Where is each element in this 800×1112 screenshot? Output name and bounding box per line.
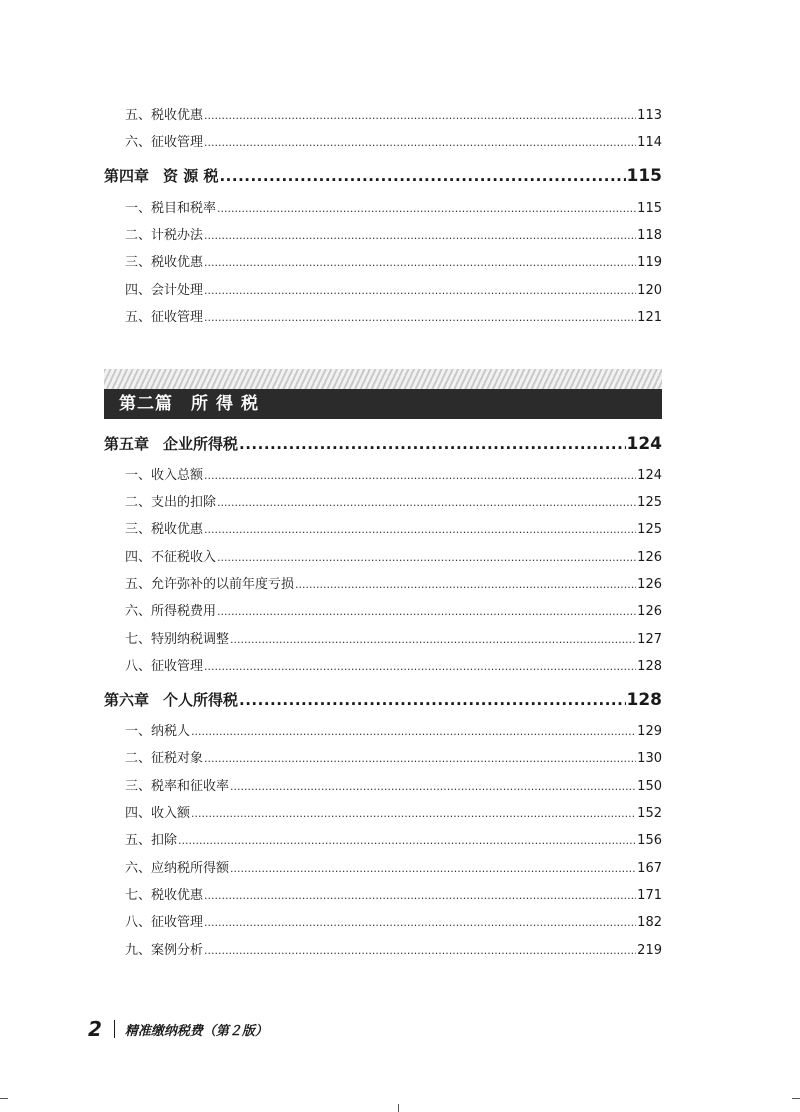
chapter-number: 第六章 <box>104 691 150 709</box>
toc-entry[interactable] <box>125 860 662 878</box>
chapter-number: 第四章 <box>104 167 150 185</box>
toc-entry-label: 五、扣除 <box>125 833 178 848</box>
leader-dots <box>230 631 636 649</box>
toc-entry-page: 156 <box>637 833 662 848</box>
toc-entry-page: 182 <box>637 915 662 930</box>
toc-entry-page: 119 <box>637 255 662 270</box>
toc-entry-label: 四、不征税收入 <box>125 550 217 565</box>
toc-entry-label: 六、征收管理 <box>125 135 204 150</box>
leader-dots <box>178 832 636 850</box>
leader-dots <box>204 227 636 245</box>
leader-dots <box>191 723 636 741</box>
toc-entry-page: 125 <box>637 495 662 510</box>
leader-dots <box>204 282 636 300</box>
part-title: 所得税 <box>191 394 266 414</box>
toc-entry[interactable] <box>125 603 662 621</box>
footer-divider <box>114 1020 115 1038</box>
toc-entry-label: 二、征税对象 <box>125 751 204 766</box>
leader-dots <box>204 658 636 676</box>
leader-dots <box>204 750 636 768</box>
leader-dots <box>204 467 636 485</box>
toc-entry[interactable] <box>125 467 662 485</box>
chapter-page: 128 <box>626 690 662 710</box>
leader-dots <box>230 778 636 796</box>
chapter-title: 企业所得税 <box>163 435 239 453</box>
leader-dots <box>204 309 636 327</box>
chapter-title: 资 源 税 <box>163 167 219 185</box>
page-footer <box>88 1018 268 1040</box>
toc-entry-label: 五、税收优惠 <box>125 108 204 123</box>
toc-entry-label: 三、税收优惠 <box>125 522 204 537</box>
chapter-heading[interactable] <box>104 689 662 711</box>
toc-entry-label: 一、收入总额 <box>125 468 204 483</box>
part-banner[interactable] <box>104 389 662 419</box>
crop-mark <box>792 1098 800 1099</box>
leader-dots <box>217 494 636 512</box>
leader-dots <box>204 942 636 960</box>
toc-entry-label: 二、支出的扣除 <box>125 495 217 510</box>
leader-dots <box>219 165 625 187</box>
leader-dots <box>217 603 636 621</box>
toc-entry[interactable] <box>125 227 662 245</box>
chapter-label <box>104 165 218 187</box>
crop-mark <box>398 1104 399 1112</box>
leader-dots <box>217 200 636 218</box>
toc-entry-page: 118 <box>637 228 662 243</box>
toc-entry[interactable] <box>125 658 662 676</box>
chapter-title: 个人所得税 <box>163 691 239 709</box>
toc-entry-page: 114 <box>637 135 662 150</box>
toc-entry[interactable] <box>125 576 662 594</box>
chapter-number: 第五章 <box>104 435 150 453</box>
toc-entry[interactable] <box>125 494 662 512</box>
toc-entry-page: 124 <box>637 468 662 483</box>
toc-entry-label: 四、收入额 <box>125 806 191 821</box>
chapter-label <box>104 433 238 455</box>
crop-mark <box>0 1098 8 1099</box>
leader-dots <box>230 860 636 878</box>
toc-entry[interactable] <box>125 134 662 152</box>
toc-entry-label: 五、允许弥补的以前年度亏损 <box>125 577 295 592</box>
toc-entry-label: 九、案例分析 <box>125 943 204 958</box>
leader-dots <box>239 433 625 455</box>
toc-entry-page: 126 <box>637 604 662 619</box>
toc-entry-label: 六、所得税费用 <box>125 604 217 619</box>
toc-entry-page: 128 <box>637 659 662 674</box>
leader-dots <box>204 134 636 152</box>
toc-entry-page: 150 <box>637 779 662 794</box>
toc-entry[interactable] <box>125 750 662 768</box>
toc-entry-page: 130 <box>637 751 662 766</box>
toc-entry[interactable] <box>125 887 662 905</box>
running-title: 精准缴纳税费（第２版） <box>124 1023 268 1039</box>
toc-entry-label: 三、税收优惠 <box>125 255 204 270</box>
toc-entry-page: 219 <box>637 943 662 958</box>
leader-dots <box>204 887 636 905</box>
chapter-page: 124 <box>626 434 662 454</box>
toc-entry[interactable] <box>125 805 662 823</box>
toc-entry[interactable] <box>125 631 662 649</box>
toc-entry-page: 152 <box>637 806 662 821</box>
leader-dots <box>191 805 636 823</box>
toc-entry[interactable] <box>125 309 662 327</box>
chapter-heading[interactable] <box>104 165 662 187</box>
leader-dots <box>204 521 636 539</box>
part-banner-stripe <box>104 369 662 389</box>
toc-entry-page: 125 <box>637 522 662 537</box>
toc-entry-label: 一、税目和税率 <box>125 201 217 216</box>
toc-entry-label: 八、征收管理 <box>125 659 204 674</box>
toc-entry-page: 115 <box>637 201 662 216</box>
leader-dots <box>204 254 636 272</box>
toc-entry-page: 129 <box>637 724 662 739</box>
toc-entry[interactable] <box>125 914 662 932</box>
toc-entry-label: 二、计税办法 <box>125 228 204 243</box>
leader-dots <box>217 549 636 567</box>
leader-dots <box>204 914 636 932</box>
toc-entry-label: 四、会计处理 <box>125 283 204 298</box>
toc-entry[interactable] <box>125 832 662 850</box>
toc-entry-page: 121 <box>637 310 662 325</box>
toc-entry-label: 一、纳税人 <box>125 724 191 739</box>
toc-entry[interactable] <box>125 942 662 960</box>
toc-entry[interactable] <box>125 200 662 218</box>
chapter-heading[interactable] <box>104 433 662 455</box>
toc-entry[interactable] <box>125 254 662 272</box>
leader-dots <box>239 689 625 711</box>
toc-entry-label: 七、特别纳税调整 <box>125 632 230 647</box>
toc-entry-page: 171 <box>637 888 662 903</box>
toc-entry-label: 七、税收优惠 <box>125 888 204 903</box>
toc-entry-page: 113 <box>637 108 662 123</box>
toc-entry[interactable] <box>125 107 662 125</box>
page-number: 2 <box>88 1017 102 1041</box>
leader-dots <box>295 576 636 594</box>
toc-entry-label: 八、征收管理 <box>125 915 204 930</box>
chapter-page: 115 <box>626 166 662 186</box>
part-label: 第二篇 <box>119 394 173 414</box>
leader-dots <box>204 107 636 125</box>
chapter-label <box>104 689 238 711</box>
toc-entry[interactable] <box>125 778 662 796</box>
toc-entry-label: 三、税率和征收率 <box>125 779 230 794</box>
toc-entry-page: 127 <box>637 632 662 647</box>
toc-entry[interactable] <box>125 723 662 741</box>
toc-entry-label: 六、应纳税所得额 <box>125 861 230 876</box>
toc-entry[interactable] <box>125 549 662 567</box>
toc-entry[interactable] <box>125 282 662 300</box>
toc-entry-page: 167 <box>637 861 662 876</box>
toc-entry-label: 五、征收管理 <box>125 310 204 325</box>
toc-entry[interactable] <box>125 521 662 539</box>
toc-entry-page: 126 <box>637 550 662 565</box>
toc-entry-page: 126 <box>637 577 662 592</box>
toc-entry-page: 120 <box>637 283 662 298</box>
